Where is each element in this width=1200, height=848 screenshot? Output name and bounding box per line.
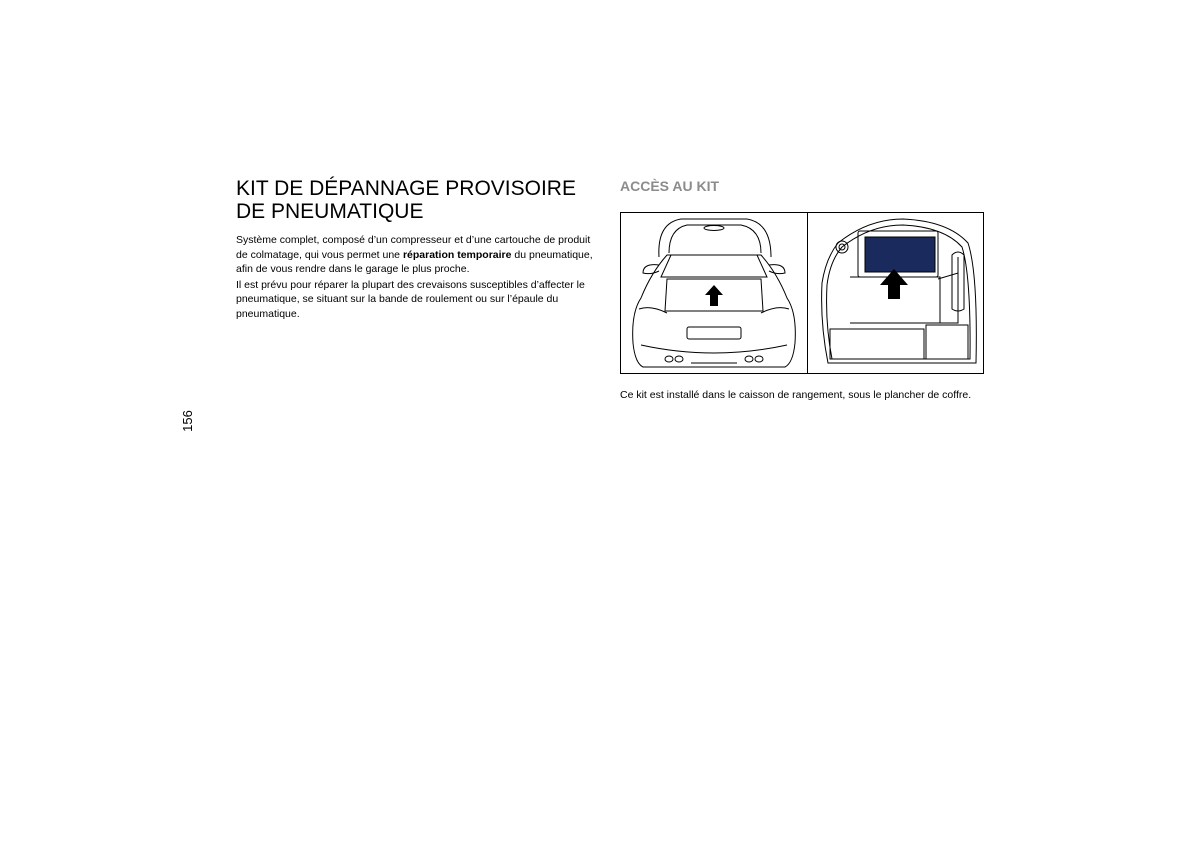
intro-bold-text: réparation temporaire [402, 248, 512, 261]
car-rear-illustration [621, 213, 807, 373]
arrow-up-icon [880, 269, 908, 299]
page-title-line-2: DE PNEUMATIQUE [236, 200, 424, 223]
intro-text-start: Système complet, composé d’un compresseur et d’une cartouche de produit de colmatage, qui vous permet une [236, 234, 591, 261]
trunk-storage-compartment-illustration [808, 213, 983, 373]
arrow-up-icon [705, 285, 723, 306]
car-rear-open-trunk-illustration [621, 213, 807, 373]
page-title-line-1: KIT DE DÉPANNAGE PROVISOIRE [236, 177, 576, 200]
page-title [236, 177, 616, 223]
figure-caption: Ce kit est installé dans le caisson de rangement, sous le plancher de coffre. [620, 389, 972, 401]
page-number: 156 [180, 410, 195, 432]
kit-access-figure [620, 212, 984, 374]
section-title: ACCÈS AU KIT [620, 178, 720, 194]
intro-text-block [236, 233, 598, 323]
repair-scope-paragraph: Il est prévu pour réparer la plupart des crevaisons susceptibles d’affecter le pneumatique, se situant sur la bande de roulement ou sur l’épaule du pneumatique. [236, 278, 585, 320]
storage-compartment-illustration [808, 213, 983, 373]
kit-box-highlight [865, 237, 935, 272]
intro-text-end: du pneumatique, afin de vous rendre dans le garage le plus proche. [236, 248, 593, 276]
intro-paragraph [236, 233, 598, 277]
